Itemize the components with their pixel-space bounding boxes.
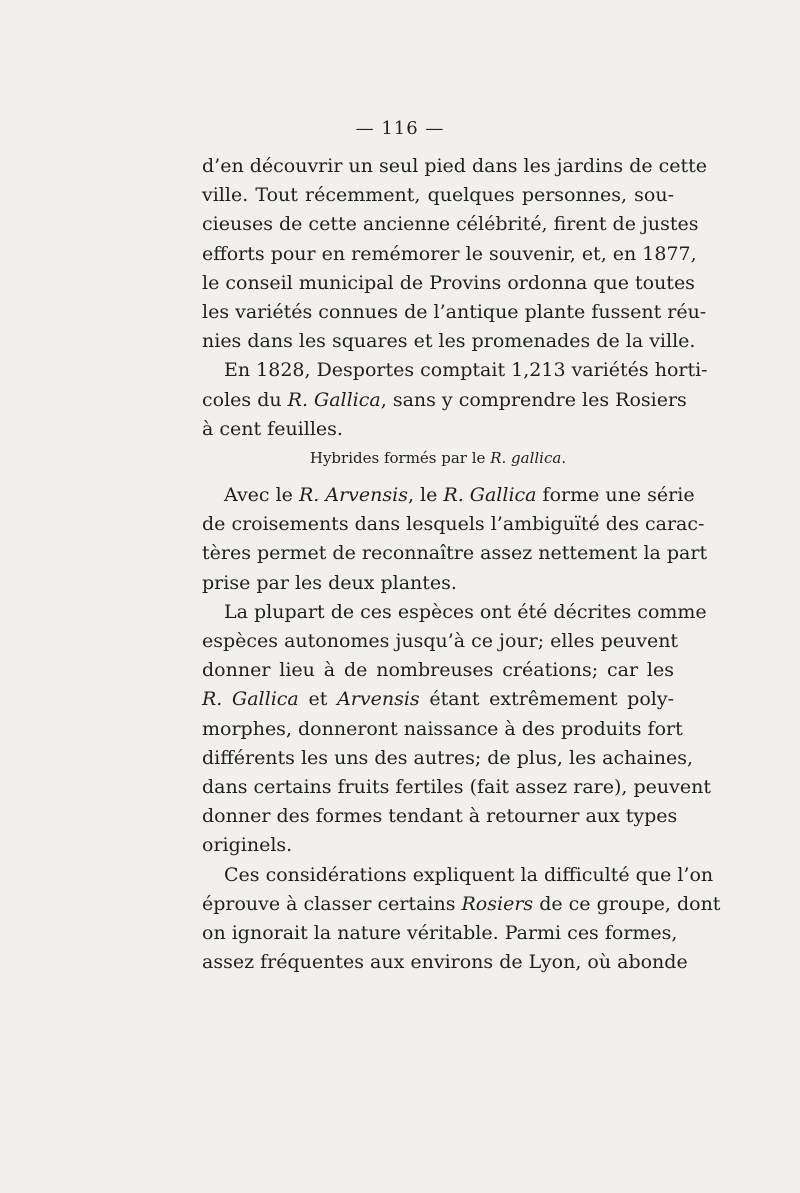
paragraph-line: le conseil municipal de Provins ordonna que toutes — [202, 271, 695, 294]
italic-species-name: R. Gallica — [202, 688, 299, 711]
paragraph-line: d’en découvrir un seul pied dans les jardins de cette — [202, 155, 708, 177]
paragraph-line: En 1828, Desportes comptait 1,213 variétés horti- — [224, 359, 708, 382]
italic-genus-name: Rosiers — [461, 892, 534, 915]
paragraph-line: efforts pour en remémorer le souvenir, et, en 1877, — [202, 242, 697, 265]
italic-species-name: R. Arvensis — [298, 484, 408, 507]
page-number: — 116 — — [355, 118, 445, 139]
paragraph-line: on ignorait la nature véritable. Parmi ces formes, — [202, 921, 678, 944]
paragraph-line: Ces considérations expliquent la difficulté que l’on — [224, 863, 714, 886]
paragraph-line: éprouve à classer certains Rosiers de ce groupe, dont — [202, 892, 721, 915]
body-text — [202, 152, 721, 977]
paragraph-line: nies dans les squares et les promenades de la ville. — [202, 330, 696, 353]
paragraph-line: dans certains fruits fertiles (fait assez rare), peuvent — [202, 775, 711, 798]
paragraph-line: Avec le R. Arvensis, le R. Gallica forme une série — [224, 484, 695, 507]
paragraph-line: espèces autonomes jusqu’à ce jour; elles peuvent — [202, 630, 679, 652]
paragraph-line: morphes, donneront naissance à des produits fort — [202, 717, 683, 740]
italic-species-name: R. Gallica — [443, 484, 537, 507]
paragraph-line: de croisements dans lesquels l’ambiguïté des carac- — [202, 513, 705, 536]
paragraph-line: les variétés connues de l’antique plante fussent réu- — [202, 300, 707, 323]
paragraph-line: coles du R. Gallica, sans y comprendre les Rosiers — [202, 388, 687, 411]
paragraph-line: originels. — [202, 834, 293, 857]
paragraph-line: cieuses de cette ancienne célébrité, firent de justes — [202, 213, 699, 236]
section-heading: Hybrides formés par le R. gallica. — [309, 448, 567, 467]
paragraph-line: différents les uns des autres; de plus, les achaines, — [202, 746, 694, 769]
paragraph-line: prise par les deux plantes. — [202, 571, 457, 594]
paragraph-line: tères permet de reconnaître assez nettement la part — [202, 542, 708, 565]
paragraph-line: assez fréquentes aux environs de Lyon, où abonde — [202, 951, 688, 974]
paragraph-line: donner des formes tendant à retourner aux types — [202, 805, 678, 828]
paragraph-line: à cent feuilles. — [202, 417, 343, 440]
italic-species-name: Arvensis — [337, 688, 420, 711]
paragraph-line: donner lieu à de nombreuses créations; car les — [202, 659, 674, 682]
italic-species-name: R. Gallica — [287, 388, 381, 411]
paragraph-line: ville. Tout récemment, quelques personnes, sou- — [202, 184, 674, 207]
paragraph-line: La plupart de ces espèces ont été décrites comme — [224, 600, 707, 623]
paragraph-line: R. Gallica et Arvensis étant extrêmement poly- — [202, 688, 675, 711]
